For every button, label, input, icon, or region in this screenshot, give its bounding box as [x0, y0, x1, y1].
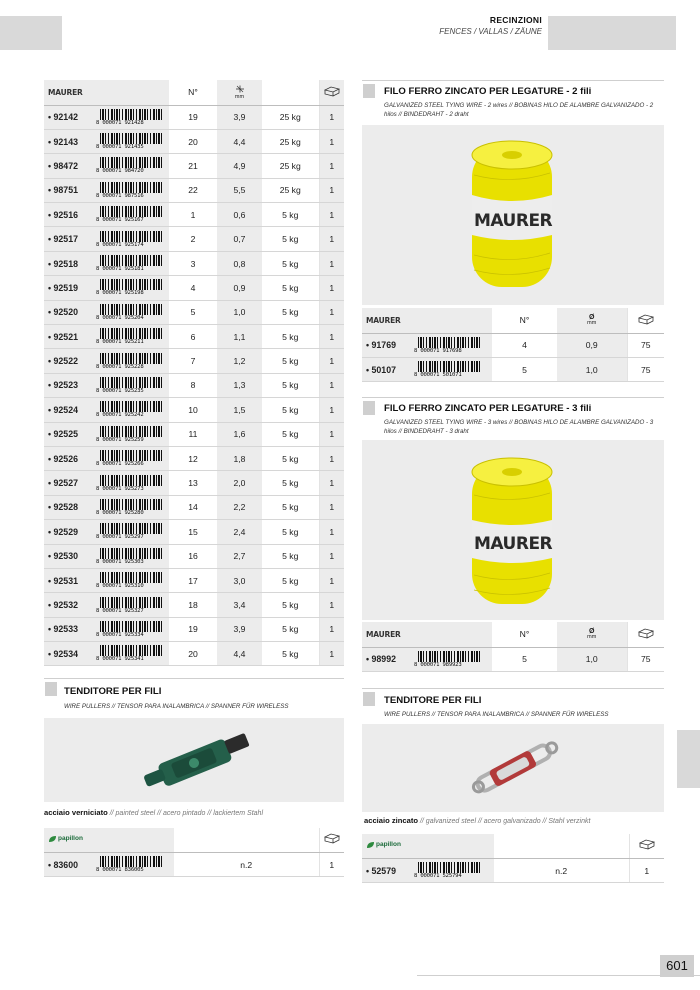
wire-number: 21 [169, 154, 217, 178]
diameter-value: 4,9 [217, 154, 262, 178]
diameter-value: 1,0 [217, 300, 262, 324]
diameter-symbol: Ø [589, 314, 595, 322]
wire-number: 4 [169, 276, 217, 300]
diameter-value: 3,9 [217, 105, 262, 129]
barcode: 8 000071 925273 [96, 475, 162, 492]
wire-number: 20 [169, 129, 217, 153]
barcode: 8 000071 925334 [96, 621, 162, 638]
wire-number: 8 [169, 373, 217, 397]
barcode: 8 000071 925181 [96, 255, 162, 272]
product-code: • 92533 [44, 617, 94, 641]
barcode: 8 000071 925303 [96, 548, 162, 565]
barcode: 8 000071 925211 [96, 328, 162, 345]
wire-number: 19 [169, 617, 217, 641]
wire-spool-image [362, 440, 664, 620]
puller-right-image [362, 724, 664, 812]
table-row [44, 642, 344, 666]
puller-right-table [362, 834, 664, 883]
diameter-value: 1,0 [557, 357, 627, 381]
package-icon [324, 86, 340, 97]
wire-number: 11 [169, 422, 217, 446]
package-icon [638, 628, 654, 639]
page-category [439, 15, 542, 36]
barcode: 8 000071 925297 [96, 523, 162, 540]
wire-number: 1 [169, 203, 217, 227]
main-table-header [44, 80, 344, 105]
diameter-value: 0,6 [217, 203, 262, 227]
product-code: • 52579 [362, 858, 412, 882]
barcode: 8 000071 925198 [96, 279, 162, 296]
diameter-value: 3,9 [217, 617, 262, 641]
product-code: • 92524 [44, 398, 94, 422]
col-mm-unit: mm [587, 320, 597, 327]
table-row [44, 471, 344, 495]
diameter-icon [235, 85, 245, 93]
barcode: 8 000071 925167 [96, 206, 162, 223]
pack-value: 1 [629, 858, 664, 882]
pack-value: 1 [319, 471, 344, 495]
table-row [44, 178, 344, 202]
barcode: 8 000071 921435 [96, 133, 162, 150]
maurer-logo: MAURER [48, 88, 83, 98]
qty-value: n.2 [494, 858, 629, 882]
two-wire-subtitle: GALVANIZED STEEL TYING WIRE - 2 wires // BOBINAS HILO DE ALAMBRE GALVANIZADO - 2 hilos // BINDEDRAHT - 2 draht [384, 102, 654, 118]
diameter-value: 1,1 [217, 325, 262, 349]
product-code: • 92531 [44, 568, 94, 592]
puller-left-table [44, 828, 344, 877]
pack-value: 1 [319, 398, 344, 422]
pack-value: 1 [319, 568, 344, 592]
diameter-value: 2,0 [217, 471, 262, 495]
weight-value: 25 kg [262, 129, 319, 153]
wire-number: 12 [169, 446, 217, 470]
divider [362, 80, 664, 81]
wire-puller-image [362, 724, 664, 812]
material-left [44, 808, 263, 817]
col-mm-unit: mm [234, 93, 245, 100]
pack-value: 1 [319, 325, 344, 349]
pack-value: 1 [319, 203, 344, 227]
pack-value: 1 [319, 129, 344, 153]
col-mm-unit: mm [587, 634, 597, 641]
table-row [44, 520, 344, 544]
pack-value: 1 [319, 349, 344, 373]
table-row [362, 357, 664, 381]
col-number: N° [169, 80, 217, 105]
wire-number: 13 [169, 471, 217, 495]
weight-value: 5 kg [262, 203, 319, 227]
barcode: 8 000071 921428 [96, 109, 162, 126]
header-tab-right [548, 16, 676, 50]
table-row [44, 300, 344, 324]
diameter-value: 1,5 [217, 398, 262, 422]
wire-number: 5 [169, 300, 217, 324]
wire-number: 4 [492, 333, 557, 357]
weight-value: 5 kg [262, 227, 319, 251]
two-wire-title: FILO FERRO ZINCATO PER LEGATURE - 2 fili [384, 86, 592, 97]
diameter-value: 2,2 [217, 495, 262, 519]
barcode: 8 000071 925228 [96, 353, 162, 370]
pack-value: 1 [319, 593, 344, 617]
diameter-value: 2,4 [217, 520, 262, 544]
wire-puller-image [44, 718, 344, 802]
wire-number: 18 [169, 593, 217, 617]
product-code: • 92142 [44, 105, 94, 129]
pack-value: 1 [319, 852, 344, 876]
table-row [44, 593, 344, 617]
diameter-value: 5,5 [217, 178, 262, 202]
pack-value: 1 [319, 520, 344, 544]
wire-number: 16 [169, 544, 217, 568]
diameter-value: 1,6 [217, 422, 262, 446]
diameter-value: 1,2 [217, 349, 262, 373]
weight-value: 5 kg [262, 568, 319, 592]
wire-number: 5 [492, 647, 557, 671]
table-row [44, 105, 344, 129]
wire-number: 6 [169, 325, 217, 349]
product-code: • 98992 [362, 647, 412, 671]
maurer-label: MAURER [474, 211, 553, 231]
side-tab-right [677, 730, 700, 788]
pack-value: 1 [319, 105, 344, 129]
weight-value: 25 kg [262, 178, 319, 202]
weight-value: 5 kg [262, 471, 319, 495]
table-row [44, 154, 344, 178]
wire-number: 3 [169, 251, 217, 275]
col-diameter [557, 622, 627, 647]
pack-value: 1 [319, 178, 344, 202]
diameter-value: 4,4 [217, 642, 262, 666]
pack-value: 1 [319, 544, 344, 568]
pack-value: 1 [319, 276, 344, 300]
product-code: • 92521 [44, 325, 94, 349]
barcode: 8 000071 925310 [96, 572, 162, 589]
diameter-value: 0,7 [217, 227, 262, 251]
table-row [44, 373, 344, 397]
product-code: • 92517 [44, 227, 94, 251]
table-row [44, 129, 344, 153]
section-marker [363, 84, 375, 98]
table-row [362, 333, 664, 357]
barcode: 8 000071 987516 [96, 182, 162, 199]
table-row [362, 647, 664, 671]
wire-number: 22 [169, 178, 217, 202]
diameter-value: 4,4 [217, 129, 262, 153]
barcode: 8 000071 925266 [96, 450, 162, 467]
barcode: 8 000071 925341 [96, 645, 162, 662]
divider [362, 397, 664, 398]
pack-value: 75 [627, 333, 664, 357]
wire-number: 19 [169, 105, 217, 129]
diameter-value: 1,3 [217, 373, 262, 397]
section-marker [45, 682, 57, 696]
table-row [44, 203, 344, 227]
pack-value: 1 [319, 422, 344, 446]
weight-value: 5 kg [262, 593, 319, 617]
table-row [44, 422, 344, 446]
table-row [44, 276, 344, 300]
wire-number: 7 [169, 349, 217, 373]
barcode: 8 000071 925280 [96, 499, 162, 516]
page-number: 601 [660, 955, 694, 977]
papillon-logo: papillon [48, 835, 83, 843]
table-row [44, 446, 344, 470]
material-left-bold: acciaio verniciato [44, 808, 108, 817]
package-icon [638, 314, 654, 325]
diameter-value: 3,0 [217, 568, 262, 592]
maurer-logo: MAURER [366, 630, 401, 640]
product-code: • 92520 [44, 300, 94, 324]
two-wire-table [362, 308, 664, 382]
barcode: 8 000071 836005 [96, 856, 162, 873]
weight-value: 5 kg [262, 422, 319, 446]
col-diameter [557, 308, 627, 333]
product-code: • 92526 [44, 446, 94, 470]
col-number: N° [492, 622, 557, 647]
barcode: 8 000071 925235 [96, 377, 162, 394]
wire-number: 15 [169, 520, 217, 544]
product-code: • 92525 [44, 422, 94, 446]
pack-value: 75 [627, 357, 664, 381]
main-product-table [44, 80, 344, 666]
package-icon [639, 839, 655, 850]
pack-value: 75 [627, 647, 664, 671]
product-code: • 92528 [44, 495, 94, 519]
table-row [44, 325, 344, 349]
category-subtitle: FENCES / VALLAS / ZÄUNE [439, 27, 542, 36]
product-code: • 92530 [44, 544, 94, 568]
papillon-leaf-icon [366, 841, 375, 849]
barcode: 8 000071 925204 [96, 304, 162, 321]
product-code: • 92532 [44, 593, 94, 617]
table-row [44, 852, 344, 876]
weight-value: 5 kg [262, 495, 319, 519]
diameter-value: 1,8 [217, 446, 262, 470]
pack-value: 1 [319, 251, 344, 275]
weight-value: 5 kg [262, 520, 319, 544]
pack-value: 1 [319, 154, 344, 178]
weight-value: 5 kg [262, 544, 319, 568]
barcode: 8 000071 925242 [96, 401, 162, 418]
table-row [44, 251, 344, 275]
wire-number: 2 [169, 227, 217, 251]
material-right [364, 816, 590, 825]
material-left-rest: // painted steel // acero pintado // lackiertem Stahl [107, 810, 264, 817]
pack-value: 1 [319, 300, 344, 324]
product-code: • 98751 [44, 178, 94, 202]
product-code: • 50107 [362, 357, 412, 381]
product-code: • 83600 [44, 852, 94, 876]
divider [44, 678, 344, 679]
diameter-symbol: Ø [589, 628, 595, 636]
weight-value: 5 kg [262, 349, 319, 373]
weight-value: 5 kg [262, 617, 319, 641]
table-row [44, 227, 344, 251]
footer-line [417, 975, 700, 976]
divider [362, 688, 664, 689]
wire-number: 5 [492, 357, 557, 381]
diameter-value: 0,9 [217, 276, 262, 300]
three-wire-table [362, 622, 664, 672]
puller-left-subtitle: WIRE PULLERS // TENSOR PARA INALAMBRICA // SPANNER FÜR WIRELESS [64, 703, 289, 710]
col-diameter [217, 80, 262, 105]
pack-value: 1 [319, 446, 344, 470]
product-code: • 92519 [44, 276, 94, 300]
pack-value: 1 [319, 373, 344, 397]
weight-value: 5 kg [262, 276, 319, 300]
three-wire-title: FILO FERRO ZINCATO PER LEGATURE - 3 fili [384, 403, 592, 414]
barcode: 8 000071 525794 [414, 862, 480, 879]
table-row [44, 349, 344, 373]
puller-right-subtitle: WIRE PULLERS // TENSOR PARA INALAMBRICA // SPANNER FÜR WIRELESS [384, 711, 609, 718]
barcode: 8 000071 925327 [96, 597, 162, 614]
product-code: • 92534 [44, 642, 94, 666]
package-icon [324, 833, 340, 844]
diameter-value: 3,4 [217, 593, 262, 617]
product-code: • 98472 [44, 154, 94, 178]
header-tab-left [0, 16, 62, 50]
material-right-rest: // galvanized steel // acero galvanizado // Stahl verzinkt [418, 818, 591, 825]
material-right-bold: acciaio zincato [364, 816, 419, 825]
table-row [44, 568, 344, 592]
weight-value: 25 kg [262, 105, 319, 129]
product-code: • 92523 [44, 373, 94, 397]
barcode: 8 000071 925174 [96, 231, 162, 248]
table-row [44, 398, 344, 422]
wire-number: 17 [169, 568, 217, 592]
weight-value: 5 kg [262, 300, 319, 324]
product-code: • 91769 [362, 333, 412, 357]
weight-value: 5 kg [262, 642, 319, 666]
weight-value: 5 kg [262, 446, 319, 470]
table-row [44, 495, 344, 519]
product-code: • 92522 [44, 349, 94, 373]
qty-value: n.2 [174, 852, 319, 876]
table-row [362, 858, 664, 882]
puller-right-title: TENDITORE PER FILI [384, 695, 482, 706]
wire-number: 20 [169, 642, 217, 666]
three-wire-image [362, 440, 664, 620]
papillon-logo: papillon [366, 841, 401, 849]
wire-number: 14 [169, 495, 217, 519]
col-number: N° [492, 308, 557, 333]
barcode: 8 000071 984720 [96, 157, 162, 174]
pack-value: 1 [319, 495, 344, 519]
pack-value: 1 [319, 617, 344, 641]
diameter-value: 0,8 [217, 251, 262, 275]
maurer-logo: MAURER [366, 316, 401, 326]
section-marker [363, 692, 375, 706]
table-row [44, 544, 344, 568]
two-wire-image [362, 125, 664, 305]
papillon-leaf-icon [48, 835, 57, 843]
weight-value: 5 kg [262, 373, 319, 397]
weight-value: 5 kg [262, 398, 319, 422]
product-code: • 92529 [44, 520, 94, 544]
barcode: 8 000071 501071 [414, 361, 480, 378]
pack-value: 1 [319, 642, 344, 666]
table-row [44, 617, 344, 641]
pack-value: 1 [319, 227, 344, 251]
wire-number: 10 [169, 398, 217, 422]
section-marker [363, 401, 375, 415]
weight-value: 5 kg [262, 325, 319, 349]
barcode: 8 000071 989923 [414, 651, 480, 668]
barcode: 8 000071 917698 [414, 337, 480, 354]
category-title: RECINZIONI [489, 15, 542, 25]
product-code: • 92518 [44, 251, 94, 275]
weight-value: 25 kg [262, 154, 319, 178]
product-code: • 92527 [44, 471, 94, 495]
diameter-value: 2,7 [217, 544, 262, 568]
puller-left-image [44, 718, 344, 802]
weight-value: 5 kg [262, 251, 319, 275]
three-wire-subtitle: GALVANIZED STEEL TYING WIRE - 3 wires // BOBINAS HILO DE ALAMBRE GALVANIZADO - 3 hilos // BINDEDRAHT - 3 draht [384, 419, 654, 435]
product-code: • 92516 [44, 203, 94, 227]
maurer-label: MAURER [474, 534, 553, 554]
barcode: 8 000071 925259 [96, 426, 162, 443]
diameter-value: 1,0 [557, 647, 627, 671]
puller-left-title: TENDITORE PER FILI [64, 686, 162, 697]
diameter-value: 0,9 [557, 333, 627, 357]
product-code: • 92143 [44, 129, 94, 153]
